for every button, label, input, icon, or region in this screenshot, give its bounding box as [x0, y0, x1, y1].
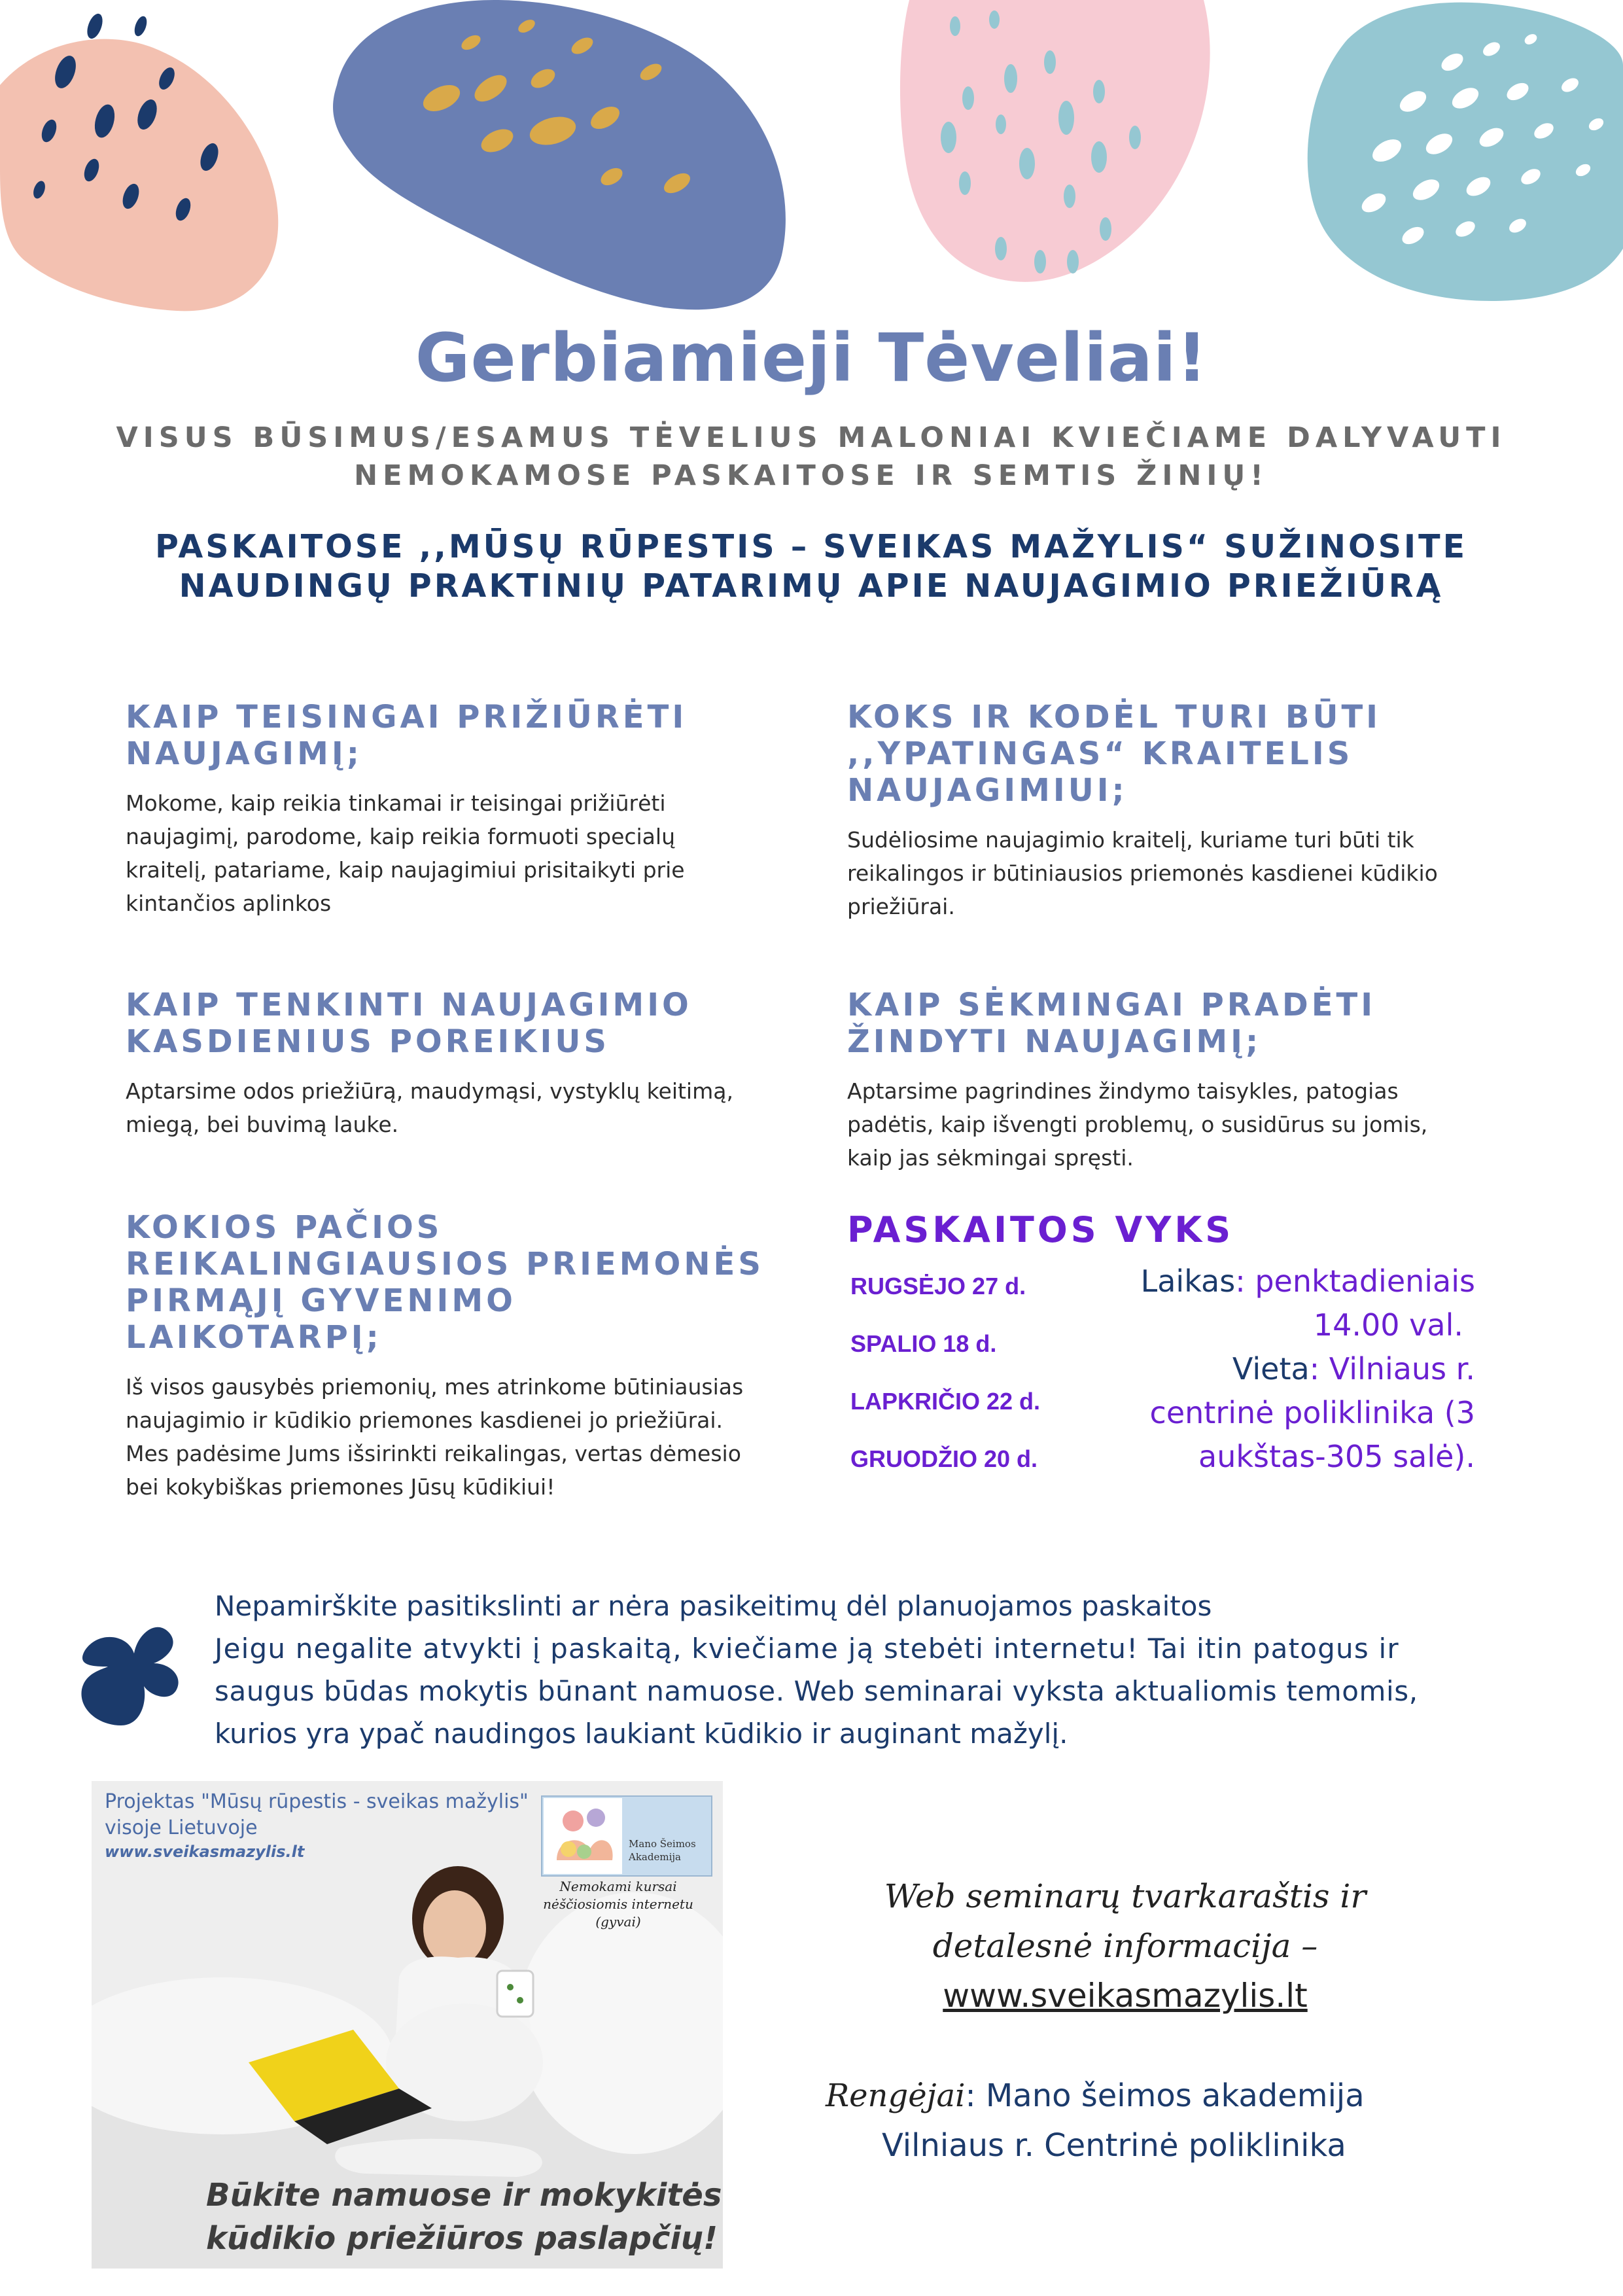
- slogan-line: Būkite namuose ir mokykitės: [206, 2177, 722, 2214]
- section-body: [847, 823, 1534, 923]
- place-value: : Vilniaus r.: [1309, 1351, 1475, 1386]
- body-line: kintančios aplinkos: [126, 891, 332, 916]
- body-line: Aptarsime odos priežiūrą, maudymąsi, vystyklų keitimą,: [126, 1078, 733, 1104]
- promo-slogan: [206, 2174, 722, 2260]
- organizers: [826, 2071, 1545, 2170]
- time-value-2: 14.00 val.: [1313, 1307, 1463, 1343]
- free-courses-note: [520, 1878, 716, 1931]
- section-heading: [847, 699, 1534, 809]
- body-line: bei kokybiškas priemones Jūsų kūdikiui!: [126, 1474, 555, 1500]
- body-line: Mes padėsime Jums išsirinkti reikalingas, vertas dėmesio: [126, 1441, 741, 1466]
- place-row: [1086, 1347, 1475, 1391]
- lead-line: PASKAITOSE ,,MŪSŲ RŪPESTIS – SVEIKAS MAŽYLIS“ SUŽINOSITE: [154, 528, 1468, 565]
- notice-line: saugus būdas mokytis būnant namuose. Web seminarai vyksta aktualiomis temomis,: [215, 1675, 1418, 1707]
- logo-text-line: Mano Šeimos: [629, 1838, 696, 1850]
- section-heading: [126, 699, 812, 772]
- invitation-subtitle: [92, 419, 1531, 495]
- section-care: [126, 699, 812, 920]
- section-body: [126, 1370, 832, 1504]
- schedule-date: RUGSĖJO 27 d.: [850, 1273, 1026, 1299]
- body-line: miegą, bei buvimą lauke.: [126, 1112, 399, 1137]
- heading-line: ŽINDYTI NAUJAGIMĮ;: [847, 1023, 1262, 1060]
- section-heading: [126, 1209, 832, 1356]
- body-line: Aptarsime pagrindines žindymo taisykles, patogias: [847, 1078, 1399, 1104]
- lead-line: NAUDINGŲ PRAKTINIŲ PATARIMŲ APIE NAUJAGIMIO PRIEŽIŪRĄ: [179, 567, 1444, 605]
- project-title: Projektas "Mūsų rūpestis - sveikas mažylis": [105, 1790, 529, 1813]
- body-line: naujagimį, parodome, kaip reikia formuoti specialų: [126, 824, 675, 849]
- heading-line: KOKIOS PAČIOS: [126, 1209, 443, 1246]
- organizer-1: : Mano šeimos akademija: [965, 2077, 1365, 2114]
- notice-line: kurios yra ypač naudingos laukiant kūdikio ir auginant mažylį.: [215, 1718, 1068, 1750]
- courses-line: Nemokami kursai: [559, 1879, 677, 1894]
- heading-line: KOKS IR KODĖL TURI BŪTI: [847, 699, 1382, 735]
- subtitle-line: VISUS BŪSIMUS/ESAMUS TĖVELIUS MALONIAI KVIEČIAME DALYVAUTI: [116, 421, 1507, 454]
- notice-block: [215, 1585, 1513, 1755]
- heading-line: KAIP TENKINTI NAUJAGIMIO: [126, 987, 692, 1023]
- heading-line: ,,YPATINGAS“ KRAITELIS: [847, 735, 1353, 772]
- teal-blob-decoration: [1295, 0, 1623, 308]
- place-label: Vieta: [1232, 1351, 1310, 1386]
- section-body: [126, 786, 812, 920]
- heading-line: KAIP SĖKMINGAI PRADĖTI: [847, 987, 1376, 1023]
- body-line: kraitelį, patariame, kaip naujagimiui prisitaikyti prie: [126, 857, 685, 883]
- subtitle-line: NEMOKAMOSE PASKAITOSE IR SEMTIS ŽINIŲ!: [354, 459, 1268, 492]
- schedule-info: [1086, 1260, 1475, 1479]
- body-line: kaip jas sėkmingai spręsti.: [847, 1145, 1134, 1171]
- splash-icon: [72, 1611, 190, 1729]
- body-line: Iš visos gausybės priemonių, mes atrinkome būtiniausias: [126, 1374, 744, 1400]
- time-label: Laikas: [1140, 1263, 1236, 1299]
- project-url: www.sveikasmazylis.lt: [105, 1843, 305, 1861]
- academy-logo-text: [629, 1837, 696, 1863]
- body-line: padėtis, kaip išvengti problemų, o susidūrus su jomis,: [847, 1112, 1428, 1137]
- section-layette: [847, 699, 1534, 923]
- logo-text-line: Akademija: [629, 1851, 681, 1863]
- organizers-label: Rengėjai: [826, 2077, 966, 2114]
- section-body: [847, 1074, 1534, 1174]
- project-subtitle: visoje Lietuvoje: [105, 1816, 258, 1839]
- schedule-date: SPALIO 18 d.: [850, 1330, 997, 1357]
- time-value: : penktadieniais: [1235, 1263, 1475, 1299]
- peach-blob-decoration: [0, 0, 288, 314]
- body-line: priežiūrai.: [847, 894, 955, 919]
- website-link[interactable]: www.sveikasmazylis.lt: [943, 1977, 1308, 2015]
- schedule-date: GRUODŽIO 20 d.: [850, 1445, 1038, 1472]
- heading-line: KASDIENIUS POREIKIUS: [126, 1023, 610, 1060]
- section-essentials: [126, 1209, 832, 1504]
- organizer-2: Vilniaus r. Centrinė poliklinika: [882, 2127, 1346, 2164]
- body-line: naujagimio ir kūdikio priemones kasdienei jo priežiūrai.: [126, 1407, 724, 1433]
- section-breastfeeding: [847, 987, 1534, 1174]
- academy-logo: [541, 1795, 712, 1877]
- notice-line: Nepamirškite pasitikslinti ar nėra pasikeitimų dėl planuojamos paskaitos: [215, 1590, 1212, 1622]
- periwinkle-blob-decoration: [324, 0, 795, 314]
- web-seminar-info: [811, 1871, 1439, 2021]
- body-line: reikalingos ir būtiniausios priemonės kasdienei kūdikio: [847, 860, 1438, 886]
- heading-line: NAUJAGIMĮ;: [126, 735, 362, 772]
- page-title: Gerbiamieji Tėveliai!: [415, 319, 1208, 397]
- section-daily-needs: [126, 987, 812, 1141]
- web-info-line: detalesnė informacija –: [932, 1927, 1318, 1965]
- lead-heading: [79, 527, 1544, 606]
- section-heading: [847, 987, 1534, 1060]
- schedule-heading: PASKAITOS VYKS: [847, 1209, 1234, 1250]
- place-line: centrinė poliklinika (3: [1149, 1395, 1475, 1430]
- heading-line: REIKALINGIAUSIOS PRIEMONĖS: [126, 1246, 764, 1282]
- promo-photo: [92, 1781, 723, 2269]
- slogan-line: kūdikio priežiūros paslapčių!: [206, 2220, 718, 2257]
- schedule-date: LAPKRIČIO 22 d.: [850, 1388, 1041, 1415]
- family-logo-icon: [544, 1798, 622, 1874]
- web-info-line: Web seminarų tvarkaraštis ir: [884, 1877, 1367, 1915]
- heading-line: KAIP TEISINGAI PRIŽIŪRĖTI: [126, 699, 688, 735]
- body-line: Sudėliosime naujagimio kraitelį, kuriame turi būti tik: [847, 827, 1414, 853]
- heading-line: LAIKOTARPĮ;: [126, 1319, 382, 1356]
- courses-line: nėščiosiomis internetu: [543, 1896, 693, 1912]
- heading-line: NAUJAGIMIUI;: [847, 772, 1128, 809]
- body-line: Mokome, kaip reikia tinkamai ir teisingai prižiūrėti: [126, 790, 666, 816]
- heading-line: PIRMĄJĮ GYVENIMO: [126, 1282, 516, 1319]
- organizer-row: [826, 2071, 1545, 2121]
- place-line: aukštas-305 salė).: [1198, 1439, 1475, 1474]
- courses-line: (gyvai): [595, 1914, 641, 1930]
- notice-line: Jeigu negalite atvykti į paskaitą, kviečiame ją stebėti internetu! Tai itin patogus ir: [215, 1633, 1399, 1665]
- time-row: [1086, 1260, 1475, 1303]
- section-body: [126, 1074, 812, 1141]
- section-heading: [126, 987, 812, 1060]
- pink-blob-decoration: [896, 0, 1217, 288]
